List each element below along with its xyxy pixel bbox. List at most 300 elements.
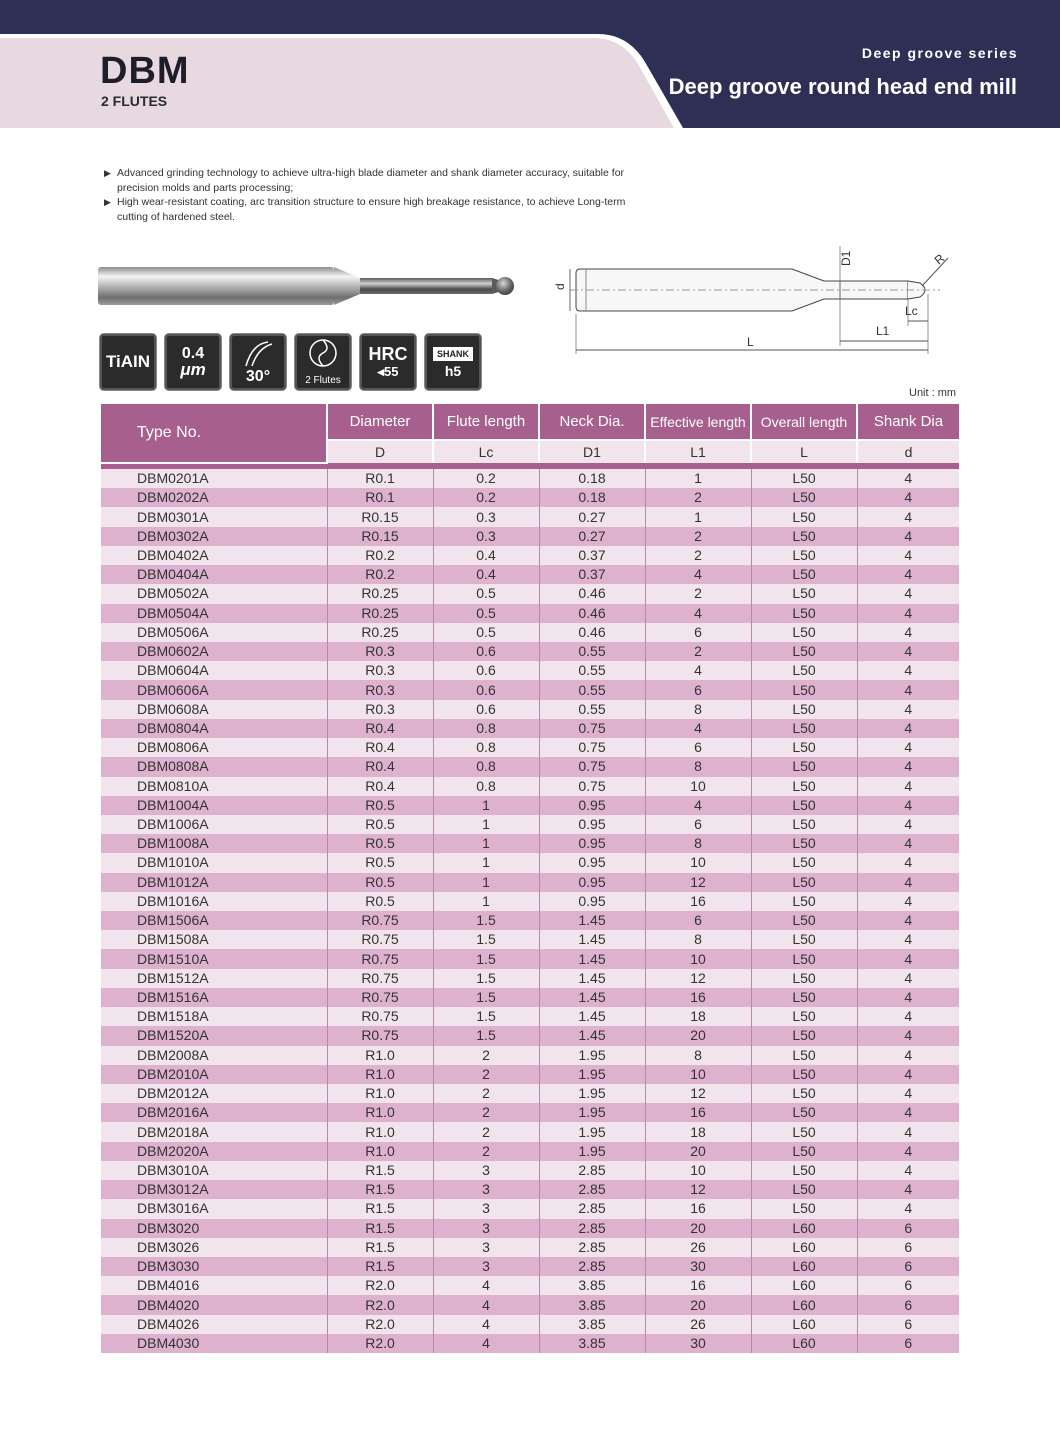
triangle-bullet-icon: ▶ [104,197,111,207]
table-cell: DBM0604A [101,661,327,680]
table-cell: L50 [751,1103,857,1122]
table-cell: 1.45 [539,930,645,949]
table-cell: L50 [751,1142,857,1161]
table-row [101,1257,959,1276]
table-cell: 4 [857,1122,959,1141]
table-cell: 16 [645,988,751,1007]
table-cell: 4 [857,1180,959,1199]
sub-l1: L1 [645,440,751,463]
table-cell: L60 [751,1276,857,1295]
col-flute-length: Flute length [433,404,539,440]
table-cell: R0.75 [327,930,433,949]
table-cell: 8 [645,757,751,776]
table-cell: 4 [857,757,959,776]
feature-text: Advanced grinding technology to achieve ultra-high blade diameter and shank diameter accuracy, suitable for precision molds and parts processing; [117,167,625,194]
table-cell: DBM0402A [101,546,327,565]
table-row [101,796,959,815]
col-shank-dia: Shank Dia [857,404,959,440]
table-cell: 0.55 [539,642,645,661]
col-diameter: Diameter [327,404,433,440]
table-row [101,1199,959,1218]
table-cell: DBM0301A [101,507,327,526]
table-header-row [101,404,959,440]
table-cell: 4 [857,546,959,565]
table-cell: 2 [433,1046,539,1065]
table-cell: 1 [645,507,751,526]
table-cell: 1 [433,873,539,892]
table-cell: DBM3026 [101,1238,327,1257]
table-cell: 1.5 [433,930,539,949]
table-cell: 0.95 [539,815,645,834]
table-cell: 6 [857,1334,959,1353]
table-cell: R2.0 [327,1334,433,1353]
table-cell: DBM0201A [101,469,327,488]
table-cell: L50 [751,469,857,488]
table-row [101,642,959,661]
feature-list [104,166,644,224]
table-cell: 2.85 [539,1257,645,1276]
table-cell: L50 [751,1046,857,1065]
table-row [101,700,959,719]
table-cell: 1 [433,834,539,853]
table-cell: 4 [645,565,751,584]
table-cell: R0.5 [327,834,433,853]
table-cell: DBM4016 [101,1276,327,1295]
table-row [101,1334,959,1353]
table-row [101,738,959,757]
table-cell: DBM0506A [101,623,327,642]
table-cell: 4 [857,700,959,719]
table-cell: 4 [857,777,959,796]
table-cell: L50 [751,507,857,526]
table-cell: DBM1008A [101,834,327,853]
table-cell: 12 [645,1084,751,1103]
table-cell: R2.0 [327,1315,433,1334]
table-cell: 3.85 [539,1276,645,1295]
table-cell: DBM0804A [101,719,327,738]
table-cell: R0.75 [327,911,433,930]
table-cell: L50 [751,680,857,699]
table-cell: 6 [645,680,751,699]
table-cell: L50 [751,969,857,988]
table-cell: 4 [857,1084,959,1103]
table-cell: R0.4 [327,777,433,796]
table-cell: 1.95 [539,1103,645,1122]
table-cell: 0.75 [539,719,645,738]
table-row [101,507,959,526]
table-cell: DBM4026 [101,1315,327,1334]
table-cell: R0.25 [327,623,433,642]
table-cell: DBM2010A [101,1065,327,1084]
table-cell: DBM0806A [101,738,327,757]
hrc-text: HRC [368,344,408,364]
table-cell: L60 [751,1295,857,1314]
table-cell: 0.37 [539,565,645,584]
table-cell: 0.27 [539,507,645,526]
table-cell: 4 [433,1276,539,1295]
table-cell: 4 [857,1103,959,1122]
table-cell: 1.5 [433,988,539,1007]
table-cell: R2.0 [327,1276,433,1295]
table-cell: L50 [751,1180,857,1199]
table-cell: 3.85 [539,1315,645,1334]
table-cell: 4 [857,853,959,872]
table-cell: 0.6 [433,661,539,680]
table-cell: 4 [857,1065,959,1084]
table-row [101,1007,959,1026]
table-cell: R0.3 [327,700,433,719]
flutes-text: 2 Flutes [305,375,341,386]
table-cell: 0.8 [433,757,539,776]
table-row [101,1103,959,1122]
table-cell: 6 [857,1257,959,1276]
table-cell: 2 [433,1122,539,1141]
dim-l-label: L [747,335,754,349]
table-cell: R0.75 [327,949,433,968]
table-row [101,604,959,623]
table-cell: R0.3 [327,661,433,680]
table-cell: 16 [645,892,751,911]
table-cell: 20 [645,1142,751,1161]
table-cell: L50 [751,700,857,719]
table-cell: 2.85 [539,1238,645,1257]
table-cell: 1.95 [539,1122,645,1141]
table-row [101,911,959,930]
table-cell: 4 [857,930,959,949]
table-cell: L50 [751,873,857,892]
table-cell: 1.45 [539,949,645,968]
table-cell: DBM0608A [101,700,327,719]
table-cell: 30 [645,1257,751,1276]
table-cell: 4 [857,873,959,892]
table-cell: 4 [857,1199,959,1218]
table-row [101,1238,959,1257]
table-cell: L50 [751,1007,857,1026]
table-cell: DBM2020A [101,1142,327,1161]
table-row [101,1180,959,1199]
table-cell: 20 [645,1219,751,1238]
table-cell: 4 [857,834,959,853]
table-cell: R1.0 [327,1142,433,1161]
table-cell: DBM4020 [101,1295,327,1314]
table-cell: 4 [857,969,959,988]
table-cell: 0.46 [539,584,645,603]
helix-text: 30° [245,368,271,385]
table-cell: 0.5 [433,623,539,642]
table-cell: R1.5 [327,1238,433,1257]
table-row [101,1161,959,1180]
table-cell: 0.75 [539,777,645,796]
spec-table [101,404,959,1353]
table-cell: 4 [857,1026,959,1045]
table-cell: 4 [857,892,959,911]
table-cell: 0.3 [433,507,539,526]
col-neck-dia: Neck Dia. [539,404,645,440]
table-cell: L50 [751,853,857,872]
table-row [101,546,959,565]
product-title: DBM [100,50,190,92]
table-cell: DBM1010A [101,853,327,872]
table-cell: 4 [857,719,959,738]
table-cell: 12 [645,969,751,988]
table-cell: L50 [751,738,857,757]
table-cell: DBM1006A [101,815,327,834]
table-cell: 2 [433,1142,539,1161]
table-cell: R0.5 [327,796,433,815]
table-row [101,1142,959,1161]
table-cell: 4 [857,1046,959,1065]
table-row [101,719,959,738]
table-cell: 4 [857,623,959,642]
table-cell: L50 [751,719,857,738]
table-cell: 0.2 [433,469,539,488]
table-cell: DBM4030 [101,1334,327,1353]
table-row [101,892,959,911]
table-cell: 4 [645,604,751,623]
table-cell: L50 [751,546,857,565]
table-cell: 6 [645,911,751,930]
table-row [101,527,959,546]
table-cell: 3.85 [539,1295,645,1314]
table-cell: 2 [645,527,751,546]
table-cell: R0.75 [327,988,433,1007]
table-cell: DBM0502A [101,584,327,603]
table-cell: 12 [645,1180,751,1199]
table-cell: R1.0 [327,1122,433,1141]
table-cell: R1.5 [327,1257,433,1276]
table-cell: 0.95 [539,834,645,853]
table-row [101,777,959,796]
table-cell: 4 [645,796,751,815]
table-cell: 20 [645,1026,751,1045]
helix-icon [238,340,278,368]
table-cell: L50 [751,1199,857,1218]
table-cell: 1.5 [433,949,539,968]
table-cell: 2 [645,642,751,661]
table-cell: R0.4 [327,738,433,757]
feature-item [104,195,644,224]
table-cell: 3 [433,1180,539,1199]
table-row [101,834,959,853]
table-cell: DBM2012A [101,1084,327,1103]
col-type-no: Type No. [101,404,327,463]
tolerance-badge [165,334,221,390]
table-cell: 26 [645,1238,751,1257]
table-cell: R0.75 [327,969,433,988]
table-cell: DBM1012A [101,873,327,892]
table-cell: L50 [751,623,857,642]
table-cell: R0.2 [327,546,433,565]
table-cell: L50 [751,1084,857,1103]
table-cell: R0.75 [327,1026,433,1045]
table-cell: L50 [751,565,857,584]
feature-text: High wear-resistant coating, arc transition structure to ensure high breakage resistance, to achieve Long-term cutting of hardened steel. [117,196,626,223]
table-row [101,488,959,507]
table-row [101,930,959,949]
table-cell: 4 [433,1315,539,1334]
table-cell: 2 [645,546,751,565]
table-cell: 3.85 [539,1334,645,1353]
table-cell: 2.85 [539,1219,645,1238]
sub-shank-d: d [857,440,959,463]
table-cell: 0.3 [433,527,539,546]
feature-badges [100,334,481,390]
table-row [101,1122,959,1141]
table-cell: R0.4 [327,719,433,738]
table-cell: 2 [433,1103,539,1122]
table-cell: L50 [751,661,857,680]
page-header [0,0,1060,128]
table-row [101,565,959,584]
table-row [101,1295,959,1314]
table-cell: 1.5 [433,911,539,930]
table-cell: DBM0606A [101,680,327,699]
table-row [101,853,959,872]
table-cell: 0.75 [539,738,645,757]
table-cell: L50 [751,1122,857,1141]
table-cell: 6 [645,815,751,834]
table-cell: 0.8 [433,719,539,738]
table-cell: 0.6 [433,680,539,699]
table-cell: R0.3 [327,680,433,699]
table-cell: 3 [433,1199,539,1218]
table-cell: 1.5 [433,969,539,988]
series-label: Deep groove series [861,45,1018,61]
table-cell: R0.5 [327,853,433,872]
table-cell: R0.15 [327,527,433,546]
triangle-bullet-icon: ▶ [104,168,111,178]
table-cell: 6 [857,1315,959,1334]
table-cell: 6 [857,1295,959,1314]
table-cell: 0.2 [433,488,539,507]
table-cell: 4 [857,815,959,834]
table-cell: 4 [645,719,751,738]
table-cell: 2.85 [539,1180,645,1199]
hrc-badge [360,334,416,390]
table-row [101,1276,959,1295]
table-row [101,1084,959,1103]
table-cell: R0.15 [327,507,433,526]
table-cell: 6 [645,738,751,757]
table-cell: R0.3 [327,642,433,661]
table-cell: R1.5 [327,1199,433,1218]
table-row [101,623,959,642]
table-cell: DBM1516A [101,988,327,1007]
dimension-diagram [550,236,970,361]
flutes-badge [295,334,351,390]
table-cell: 2.85 [539,1199,645,1218]
table-cell: L50 [751,777,857,796]
table-cell: 4 [857,507,959,526]
table-cell: L50 [751,1161,857,1180]
table-cell: L50 [751,584,857,603]
sub-d: D [327,440,433,463]
table-cell: R0.5 [327,815,433,834]
table-cell: 2 [433,1065,539,1084]
table-cell: 0.8 [433,777,539,796]
table-cell: 1 [433,853,539,872]
table-row [101,680,959,699]
table-cell: DBM3010A [101,1161,327,1180]
end-mill-photo [98,262,518,312]
table-cell: 1.95 [539,1046,645,1065]
table-cell: 4 [433,1334,539,1353]
table-cell: 10 [645,853,751,872]
table-cell: DBM3016A [101,1199,327,1218]
table-cell: 4 [433,1295,539,1314]
table-cell: L50 [751,930,857,949]
table-cell: 4 [857,738,959,757]
table-cell: 4 [857,680,959,699]
table-row [101,1046,959,1065]
table-cell: 0.95 [539,873,645,892]
table-cell: 6 [857,1238,959,1257]
table-cell: L60 [751,1219,857,1238]
table-cell: L50 [751,949,857,968]
table-cell: L50 [751,815,857,834]
table-cell: 0.55 [539,661,645,680]
table-cell: 0.75 [539,757,645,776]
feature-item [104,166,644,195]
table-cell: 4 [857,604,959,623]
table-cell: L60 [751,1238,857,1257]
table-cell: 4 [857,1007,959,1026]
table-cell: 2 [645,584,751,603]
table-cell: 2.85 [539,1161,645,1180]
table-cell: R0.1 [327,469,433,488]
flutes-icon [305,337,341,369]
table-cell: DBM3020 [101,1219,327,1238]
table-cell: R0.25 [327,584,433,603]
table-cell: R1.0 [327,1103,433,1122]
table-row [101,815,959,834]
table-cell: 10 [645,949,751,968]
table-cell: DBM0808A [101,757,327,776]
table-cell: 4 [857,796,959,815]
shank-text: SHANK [433,347,473,361]
table-cell: DBM0504A [101,604,327,623]
dim-d1-label: D1 [839,250,853,266]
table-cell: DBM2018A [101,1122,327,1141]
series-title: Deep groove round head end mill [668,74,1017,99]
table-cell: 1.45 [539,969,645,988]
table-cell: 10 [645,777,751,796]
table-cell: 4 [857,642,959,661]
table-cell: 10 [645,1065,751,1084]
table-row [101,757,959,776]
col-overall-length: Overall length [751,404,857,440]
table-cell: L60 [751,1334,857,1353]
table-cell: L60 [751,1257,857,1276]
table-cell: 26 [645,1315,751,1334]
table-cell: 4 [857,661,959,680]
table-cell: R0.1 [327,488,433,507]
table-cell: 0.8 [433,738,539,757]
table-row [101,661,959,680]
sub-d1: D1 [539,440,645,463]
table-cell: R0.4 [327,757,433,776]
table-cell: 0.46 [539,604,645,623]
table-cell: 1.95 [539,1065,645,1084]
table-cell: DBM0602A [101,642,327,661]
table-cell: L50 [751,834,857,853]
table-cell: 4 [857,488,959,507]
table-cell: 0.55 [539,680,645,699]
table-cell: 0.55 [539,700,645,719]
table-cell: 8 [645,700,751,719]
table-cell: L50 [751,892,857,911]
table-cell: 3 [433,1219,539,1238]
